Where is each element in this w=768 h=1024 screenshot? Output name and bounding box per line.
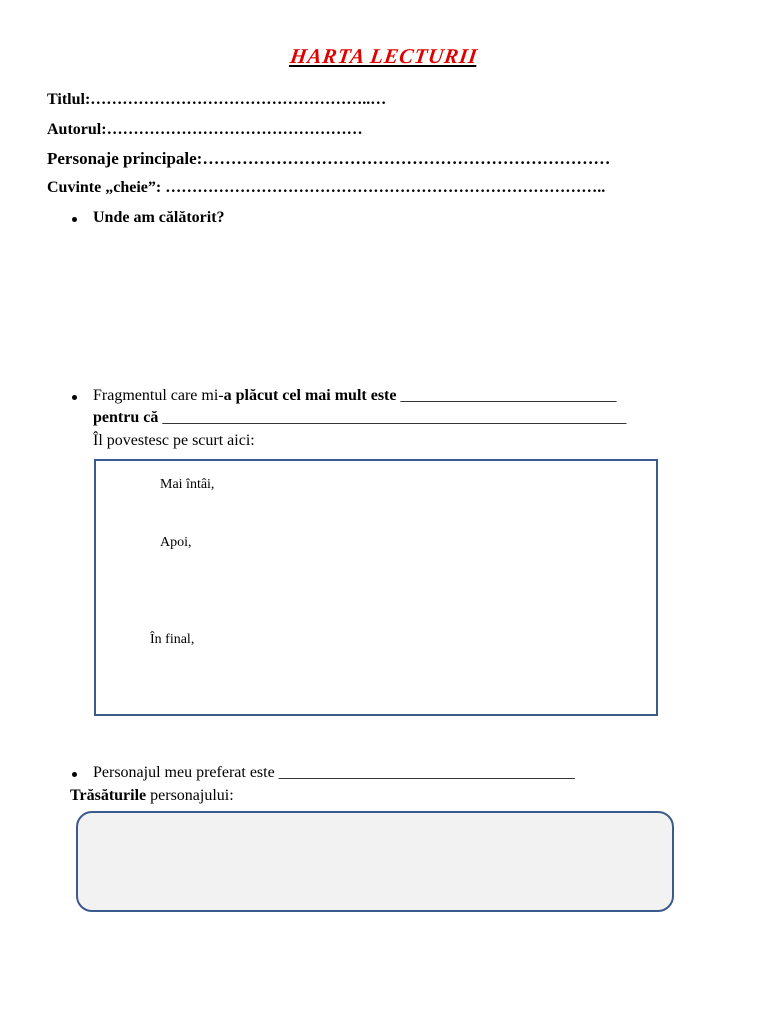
field-autor-label: Autorul: <box>47 121 107 138</box>
povestesc-text: Îl povestesc pe scurt aici: <box>93 432 255 449</box>
field-cuvinte-label: Cuvinte „cheie”: <box>47 179 162 196</box>
bullet-icon <box>72 772 77 777</box>
field-titlu <box>47 91 386 109</box>
fragment-prefix: Fragmentul care mi- <box>93 387 224 404</box>
story-in-final: În final, <box>150 632 195 647</box>
fragment-blank[interactable]: ___________________________ <box>396 387 617 404</box>
field-personaje-dots[interactable]: ……………………………………………………………… <box>202 149 611 168</box>
pentru-ca-blank[interactable]: __________________________________________________________ <box>158 409 627 426</box>
field-titlu-label: Titlul: <box>47 91 91 108</box>
bullet-icon <box>72 395 77 400</box>
question-unde <box>93 209 225 227</box>
trasaturile-rest: personajului: <box>146 787 234 804</box>
question-fragment <box>93 387 616 405</box>
field-autor <box>47 121 363 139</box>
field-cuvinte-dots[interactable]: ……………………………………………………………………….. <box>161 179 606 196</box>
question-pentru-ca <box>93 409 626 427</box>
field-autor-dots[interactable]: ………………………………………… <box>106 121 363 138</box>
question-unde-text: Unde am călătorit? <box>93 209 225 226</box>
field-cuvinte <box>47 179 605 197</box>
pentru-ca-label: pentru că <box>93 409 159 426</box>
personaj-blank[interactable]: _____________________________________ <box>274 764 575 781</box>
field-personaje <box>47 149 610 169</box>
bullet-icon <box>72 217 77 222</box>
story-apoi: Apoi, <box>160 535 192 550</box>
trasaturile-label <box>70 787 234 805</box>
traits-box[interactable] <box>76 811 674 912</box>
story-box[interactable] <box>94 459 658 716</box>
field-titlu-dots[interactable]: ……………………………………………..… <box>90 91 387 108</box>
page-title-text: HARTA LECTURII <box>288 44 480 68</box>
field-personaje-label: Personaje principale: <box>47 149 203 168</box>
fragment-bold: a plăcut cel mai mult este <box>223 387 397 404</box>
trasaturile-bold: Trăsăturile <box>70 787 147 804</box>
story-mai-intai: Mai întâi, <box>160 477 215 492</box>
page-title <box>0 44 768 69</box>
povestesc-label <box>93 432 255 450</box>
personaj-text: Personajul meu preferat este <box>93 764 275 781</box>
question-personaj <box>93 764 575 782</box>
